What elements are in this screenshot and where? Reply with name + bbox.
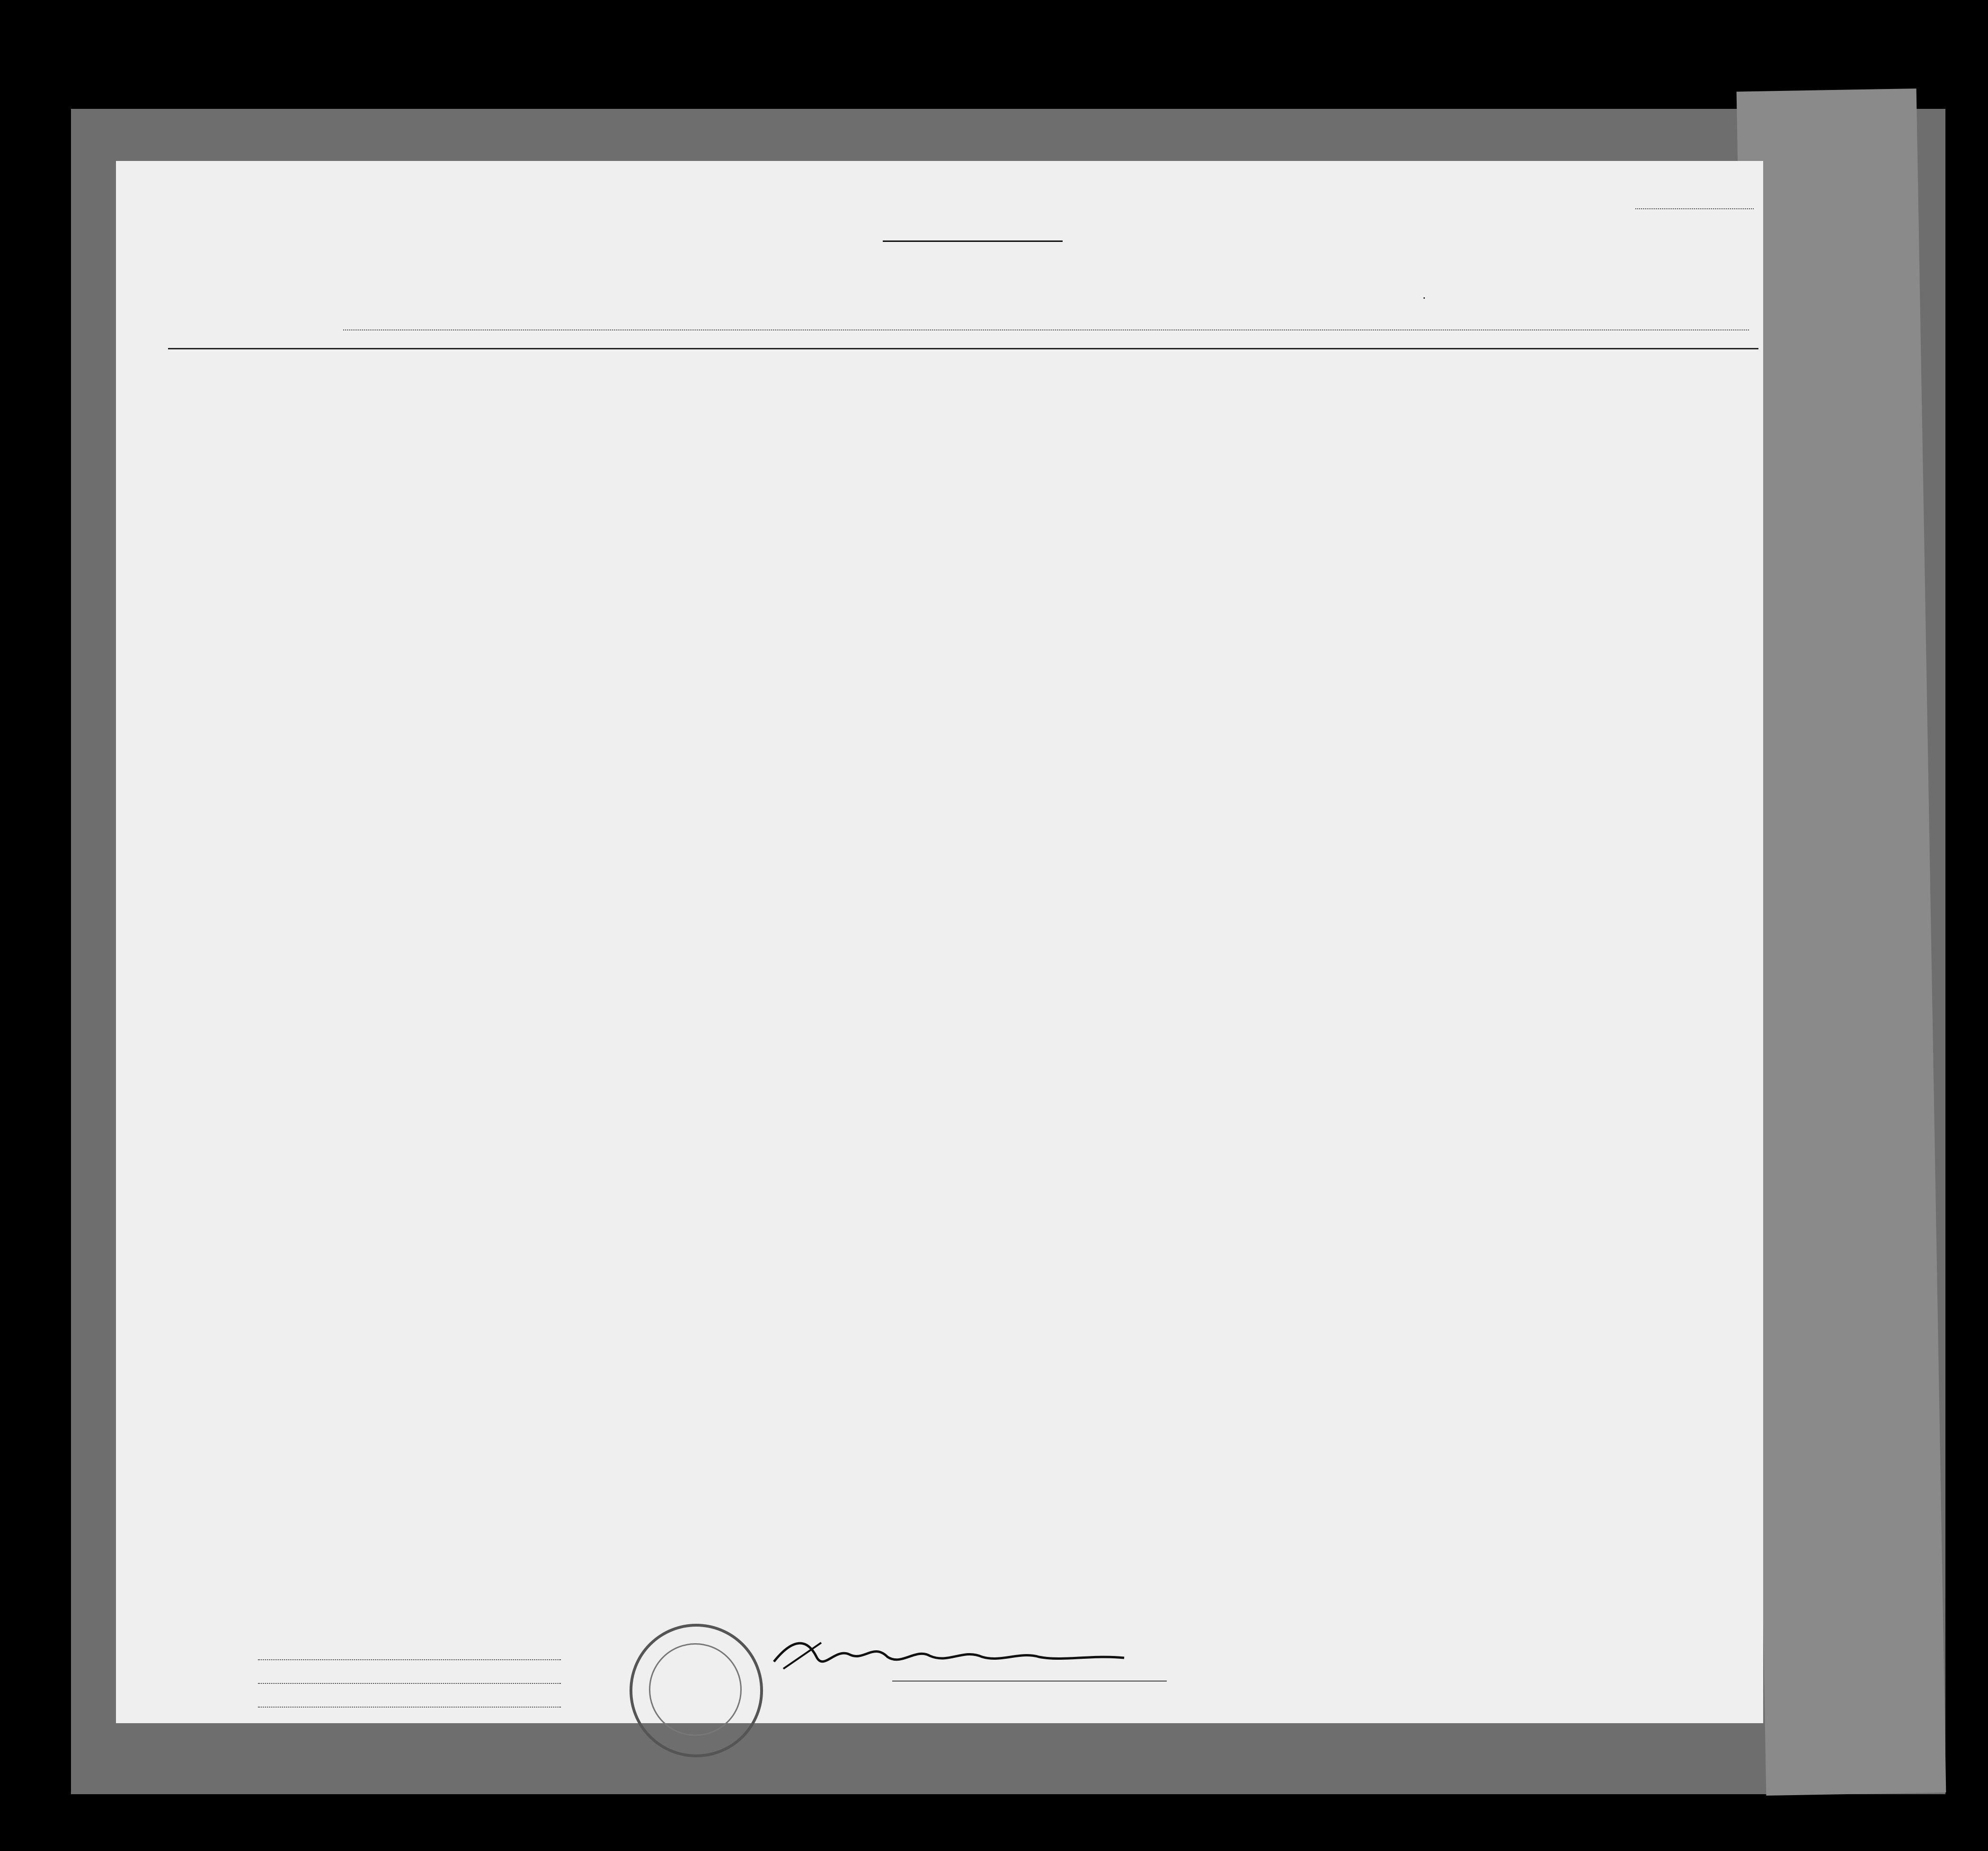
port-stamp (630, 1624, 763, 1757)
port-stamp-inner-ring (649, 1643, 742, 1736)
line-underline (258, 1659, 561, 1660)
vessel-line-underline (343, 329, 1749, 330)
crew-table (168, 348, 1758, 1699)
title-underline (883, 240, 1063, 242)
back-sheet-edge (1737, 89, 1946, 1796)
manifest-sheet (116, 161, 1763, 1723)
sheet-number-underline (1635, 208, 1754, 209)
inspector-signature (764, 1629, 1134, 1685)
inspector-line (892, 1681, 1167, 1682)
marker-dot: · (1422, 292, 1426, 305)
owners-underline (258, 1683, 561, 1684)
agents-underline (258, 1707, 561, 1708)
